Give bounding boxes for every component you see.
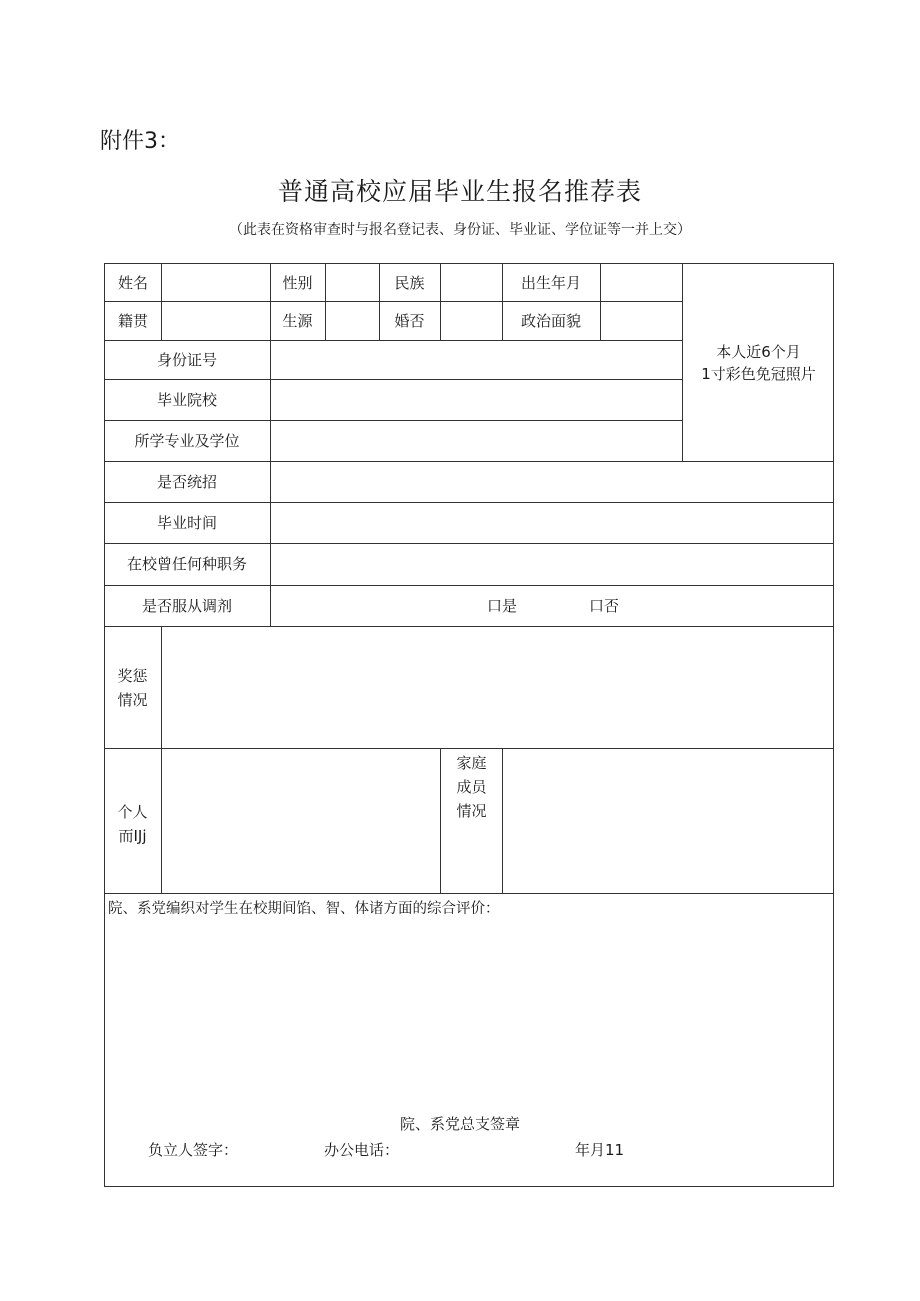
attachment-label: 附件3： bbox=[100, 129, 180, 154]
family-label bbox=[441, 751, 502, 823]
positions-input[interactable] bbox=[271, 543, 834, 585]
marital-label: 婚否 bbox=[394, 311, 425, 330]
family-input[interactable] bbox=[503, 748, 834, 893]
birth-input[interactable] bbox=[601, 263, 682, 302]
evaluation-label: 院、系党编织对学生在校期间馅、智、体诸方面的综合评价： bbox=[108, 901, 500, 917]
adjust-no-checkbox[interactable]: 口否 bbox=[588, 596, 619, 615]
ethnicity-label: 民族 bbox=[394, 273, 425, 292]
positions-label: 在校曾任何种职务 bbox=[126, 555, 247, 573]
unified-input[interactable] bbox=[271, 461, 834, 502]
native-place-input[interactable] bbox=[162, 301, 270, 340]
photo-note-line2: 1寸彩色免冠照片 bbox=[701, 365, 816, 383]
gender-label: 性别 bbox=[282, 273, 313, 292]
family-label-line3: 情况 bbox=[456, 802, 487, 820]
form-title: 普通高校应届毕业生报名推荐表 bbox=[277, 177, 642, 206]
photo-note-line1: 本人近6个月 bbox=[716, 343, 801, 361]
origin-input[interactable] bbox=[326, 301, 379, 340]
adjust-label: 是否服从调剂 bbox=[141, 596, 232, 615]
major-degree-label: 所学专业及学位 bbox=[134, 431, 240, 450]
date-label: 年月11 bbox=[575, 1141, 625, 1159]
major-degree-input[interactable] bbox=[271, 420, 682, 461]
phone-label: 办公电话： bbox=[324, 1141, 400, 1159]
political-label: 政治面貌 bbox=[520, 311, 581, 330]
political-input[interactable] bbox=[601, 301, 682, 340]
row-divider bbox=[104, 893, 834, 894]
grad-time-label: 毕业时间 bbox=[156, 513, 217, 532]
id-number-label: 身份证号 bbox=[156, 350, 217, 369]
family-label-line2: 成员 bbox=[456, 778, 487, 796]
personal-label-line2: 而IJj bbox=[118, 827, 147, 845]
origin-label: 生源 bbox=[282, 311, 313, 330]
name-label: 姓名 bbox=[117, 273, 148, 292]
awards-label-line1: 奖惩 bbox=[117, 667, 148, 685]
native-place-label: 籍贯 bbox=[117, 311, 148, 330]
school-input[interactable] bbox=[271, 379, 682, 420]
grad-time-input[interactable] bbox=[271, 502, 834, 543]
form-subtitle: （此表在资格审查时与报名登记表、身份证、毕业证、学位证等一并上交） bbox=[229, 222, 691, 238]
name-input[interactable] bbox=[162, 263, 270, 302]
id-number-input[interactable] bbox=[271, 340, 682, 379]
signer-label: 负立人签字： bbox=[148, 1141, 239, 1159]
photo-area[interactable] bbox=[683, 330, 834, 396]
marital-input[interactable] bbox=[441, 301, 502, 340]
personal-label bbox=[104, 798, 161, 850]
birth-label: 出生年月 bbox=[520, 273, 581, 292]
ethnicity-input[interactable] bbox=[441, 263, 502, 302]
personal-input[interactable] bbox=[162, 748, 440, 893]
awards-label-line2: 情况 bbox=[117, 691, 148, 709]
family-label-line1: 家庭 bbox=[456, 754, 487, 772]
seal-label: 院、系党总支签章 bbox=[399, 1115, 520, 1133]
school-label: 毕业院校 bbox=[156, 390, 217, 409]
awards-input[interactable] bbox=[162, 626, 834, 748]
gender-input[interactable] bbox=[326, 263, 379, 302]
personal-label-line1: 个人 bbox=[117, 803, 148, 821]
awards-label bbox=[104, 662, 161, 714]
unified-label: 是否统招 bbox=[156, 472, 217, 491]
adjust-yes-checkbox[interactable]: 口是 bbox=[486, 596, 517, 615]
